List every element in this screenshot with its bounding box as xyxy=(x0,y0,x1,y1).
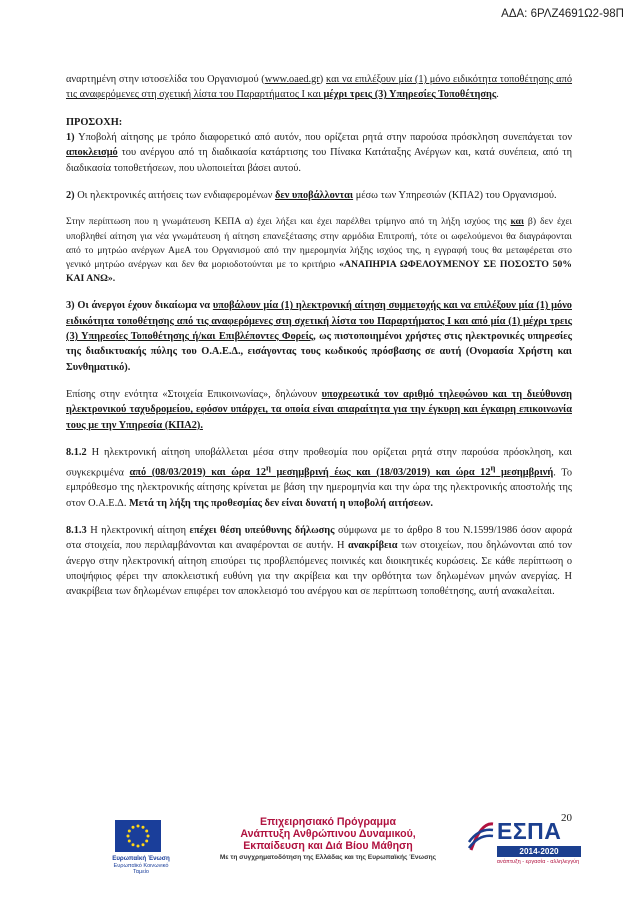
bold-text: Μετά τη λήξη της προθεσμίας δεν είναι δυνατή η υποβολή αιτήσεων. xyxy=(129,497,433,509)
paragraph-3 xyxy=(66,298,572,375)
text: του ανέργου από τη διαδικασία κατάρτισης του Πίνακα Κατάταξης Ανέργων και, κατά συνέπεια, από τη διαδικασία τοποθετήσεων, που υλοποιείται βάσει αυτού. xyxy=(66,147,572,174)
bold-text: επέχει θέση υπεύθυνης δήλωσης xyxy=(189,524,335,536)
bold-underlined-text: μέχρι τρεις (3) Υπηρεσίες Τοποθέτησης xyxy=(323,89,497,101)
text: 3) Οι άνεργοι έχουν δικαίωμα να xyxy=(66,300,213,312)
eu-caption xyxy=(111,856,171,876)
paragraph-8-1-3 xyxy=(66,523,572,600)
espa-logo-icon xyxy=(467,820,495,854)
text: . xyxy=(496,89,499,101)
text: αναρτημένη στην ιστοσελίδα του Οργανισμού ( xyxy=(66,74,265,85)
espa-logo-text: ΕΣΠΑ xyxy=(497,818,562,844)
bold-text: «ΑΝΑΠΗΡΙΑ ΩΦΕΛΟΥΜΕΝΟΥ ΣΕ ΠΟΣΟΣΤΟ 50% ΚΑΙ ΑΝΩ». xyxy=(66,259,572,285)
paragraph-8-1-2 xyxy=(66,445,572,511)
bold-underlined-text: υποχρεωτικά τον αριθμό τηλεφώνου και τη διεύθυνση ηλεκτρονικού ταχυδρομείου, εφόσον υπάρχει, τα οποία είναι απαραίτητα για την έγκυρη και έγκαιρη επικοινωνία τους με την Υπηρεσία (ΚΠΑ2). xyxy=(66,389,572,431)
deadline-tail: μεσημβρινή xyxy=(495,466,554,478)
paragraph-caution-1 xyxy=(66,130,572,176)
oaed-link[interactable]: www.oaed.gr xyxy=(264,74,320,85)
text: μέσω των Υπηρεσιών (ΚΠΑ2) του Οργανισμού. xyxy=(353,190,557,202)
page-number: 20 xyxy=(561,812,572,824)
text: . Το εμπρόθεσμο της ηλεκτρονικής αίτησης κρίνεται με βάση την ημερομηνία και την ώρα της ηλεκτρονικής αποστολής της στον Ο.Α.Ε.Δ. xyxy=(66,466,573,509)
paragraph-kepa xyxy=(66,215,572,286)
funding-footer xyxy=(112,816,580,880)
bold-underlined-text: αποκλεισμό xyxy=(66,147,118,159)
programme-title xyxy=(203,816,453,862)
eu-flag-icon xyxy=(115,820,161,852)
text: σύμφωνα με το άρθρο 8 του Ν.1599/1986 όσον αφορά στα στοιχεία, που περιλαμβάνονται και αναφέρονται σε αυτήν. Η xyxy=(66,524,573,552)
deadline-end: μεσημβρινή έως και (18/03/2019) και ώρα 12 xyxy=(270,466,491,478)
paragraph-contact xyxy=(66,387,572,433)
espa-stripes-icon xyxy=(467,820,495,854)
bold-underlined-text: δεν υποβάλλονται xyxy=(274,190,354,202)
superscript: η xyxy=(266,462,271,473)
superscript: η xyxy=(490,462,496,473)
bold-text: ανακρίβεια xyxy=(347,540,398,552)
caution-heading xyxy=(66,115,572,130)
programme-line-1: Επιχειρησιακό Πρόγραμμα xyxy=(260,816,396,828)
eu-fund: Ευρωπαϊκό Κοινωνικό Ταμείο xyxy=(113,862,169,876)
eu-stars-icon xyxy=(115,820,161,852)
programme-line-2: Ανάπτυξη Ανθρώπινου Δυναμικού, xyxy=(240,828,416,841)
text: ) xyxy=(319,74,326,85)
text: Η ηλεκτρονική αίτηση xyxy=(86,524,190,536)
text: Επίσης στην ενότητα «Στοιχεία Επικοινωνίας», δηλώνουν xyxy=(66,389,322,401)
item-number: 2) xyxy=(66,190,75,202)
underlined-text: και να επιλέξουν μία (1) μόνο ειδικότητα τοποθέτησης από τις αναφερόμενες στη σχετική λίστα του Παραρτήματος Ι και xyxy=(66,74,573,101)
deadline-start: από (08/03/2019) και ώρα 12 xyxy=(129,466,266,478)
text: Οι ηλεκτρονικές αιτήσεις των ενδιαφερομένων xyxy=(74,190,275,202)
bold-underlined-text: και xyxy=(510,216,524,228)
ada-code: ΑΔΑ: 6ΡΛΖ4691Ω2-98Π xyxy=(501,8,624,20)
programme-line-3: Εκπαίδευση και Διά Βίου Μάθηση xyxy=(243,840,413,853)
deadline-text xyxy=(129,462,554,478)
section-number: 8.1.3 xyxy=(66,524,87,536)
text: Υποβολή αίτησης με τρόπο διαφορετικό από αυτόν, που ορίζεται ρητά στην παρούσα πρόσκληση συνεπάγεται τον xyxy=(74,132,572,144)
text: Η ηλεκτρονική αίτηση υποβάλλεται μέσα στην προθεσμία που ορίζεται ρητά στην παρούσα πρόσκληση, και συγκεκριμένα xyxy=(66,447,572,478)
text: Στην περίπτωση που η γνωμάτευση ΚΕΠΑ α) έχει λήξει και έχει παρέλθει τρίμηνο από τη λήξη ισχύος της xyxy=(66,216,511,228)
espa-years: 2014-2020 xyxy=(497,846,581,857)
text: β) δεν έχει υποβληθεί αίτηση για νέα γνωμάτευση ή αίτηση επανεξέτασης στην αρμόδια Επιτροπή, τότε οι ωφελούμενοι θα διαγράφονται από το μητρώο ανέργων ΑμεΑ του Οργανισμού από την ημερομηνία λήξης ισχύος της, η εγγραφή τους θα μεταφέρεται στο γενικό μητρώο ανέργων και δεν θα μοριοδοτούνται με το κριτήριο xyxy=(66,216,572,271)
cofunding-note: Με τη συγχρηματοδότηση της Ελλάδας και της Ευρωπαϊκής Ένωσης xyxy=(219,853,437,861)
caution-title: ΠΡΟΣΟΧΗ: xyxy=(66,116,123,128)
text: , ως πιστοποιημένοι χρήστες στις ηλεκτρονικές υπηρεσίες της διαδικτυακής πύλης του Ο.Α.Ε.Δ., εισάγοντας τους κωδικούς πρόσβασης σε αυτή (Ονομασία Χρήστη και Συνθηματικό). xyxy=(66,331,572,373)
text: των στοιχείων, που δηλώνονται από τον άνεργο στην ηλεκτρονική αίτηση επισύρει τις προβλεπόμενες ποινικές και διοικητικές κυρώσεις. Σε κάθε περίπτωση ο υποψήφιος φέρει την αποκλειστική ευθύνη για την ακρίβεια και την ορθότητα των δηλωμένων μηνών ανεργίας. Η ανακρίβεια των δηλωμένων επιφέρει τον αποκλεισμό του ανέργου και σε περίπτωση τοποθέτησης, αυτή ανακαλείται. xyxy=(66,540,572,598)
underlined-text: υποβάλουν μία (1) ηλεκτρονική αίτηση συμμετοχής και να επιλέξουν μία (1) μόνο ειδικότητα τοποθέτησης από τις αναφερόμενες στη σχετική λίστα του Παραρτήματος Ι και από μία (1) μέχρι τρεις (3) Υπηρεσίες Τοποθέτησης ή/και Επιβλέποντες Φορείς xyxy=(66,300,572,343)
item-number: 1) xyxy=(66,132,75,144)
section-number: 8.1.2 xyxy=(66,447,87,459)
eu-name: Ευρωπαϊκή Ένωση xyxy=(112,855,170,862)
espa-tagline: ανάπτυξη - εργασία - αλληλεγγύη xyxy=(496,859,580,865)
paragraph-oaed-link xyxy=(66,72,572,103)
paragraph-2 xyxy=(66,188,572,203)
document-body xyxy=(66,72,572,612)
